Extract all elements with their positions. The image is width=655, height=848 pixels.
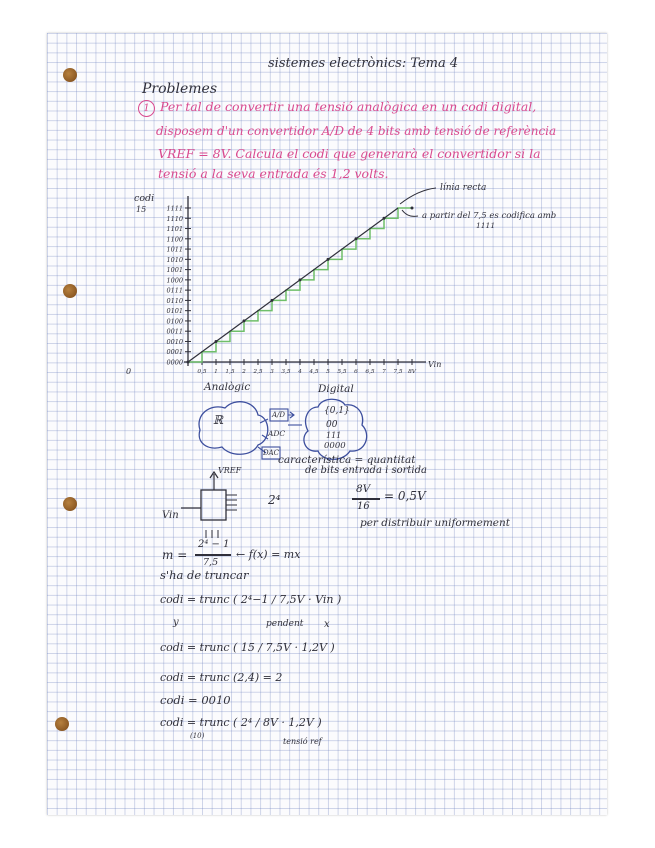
x-tick-label: 2,5 (253, 369, 263, 375)
digital-item: 00 (326, 420, 338, 430)
binder-hole (63, 497, 77, 511)
x-tick-label: 6 (354, 369, 358, 375)
y-mark: y (173, 617, 179, 628)
ad-label: A/D (272, 411, 286, 419)
binder-hole (63, 284, 77, 298)
digital-item: 111 (326, 431, 342, 440)
x-tick-label: 4 (298, 369, 302, 375)
x-tick-label: 7,5 (393, 369, 403, 375)
binder-hole (63, 68, 77, 82)
problem-line: tensió a la seva entrada és 1,2 volts. (158, 166, 389, 181)
fraction-result: = 0,5V (384, 489, 426, 503)
adc-label: ADC (268, 429, 286, 438)
x-tick-label: 3,5 (281, 369, 291, 375)
equation-codi: codi = trunc ( 2⁴ / 8V · 1,2V ) (160, 716, 322, 729)
equation-codi: codi = trunc ( 2⁴−1 / 7,5V · Vin ) (160, 593, 342, 606)
y-tick-label: 1101 (166, 225, 183, 234)
y-tick-label: 1001 (166, 266, 183, 275)
digital-item: 0000 (324, 441, 346, 451)
vref-arrow (210, 472, 218, 490)
x-tick-label: 5,5 (337, 369, 347, 375)
annotation-code: 1111 (476, 221, 496, 230)
fraction-numerator: 8V (356, 483, 371, 495)
label-analog: Analògic (204, 381, 251, 393)
annotation-line-pointer (400, 188, 436, 204)
y-tick-label: 0010 (166, 337, 183, 346)
diagram-caption: de bits entrada i sortida (305, 465, 427, 476)
label-digital: Digital (318, 383, 354, 395)
adc-block (201, 490, 226, 520)
y-tick-label: 0111 (166, 286, 183, 295)
equation-codi: codi = 0010 (160, 693, 231, 707)
y-tick-label: 1110 (166, 214, 183, 223)
equation-codi: codi = trunc ( 15 / 7,5V · 1,2V ) (160, 641, 335, 654)
section-heading: Problemes (142, 81, 218, 97)
dac-label: DAC (263, 449, 280, 457)
x-axis-label: Vin (428, 360, 442, 369)
x-mark: x (324, 619, 330, 630)
y-tick-label: 0100 (166, 317, 183, 326)
equation-codi: codi = trunc (2,4) = 2 (160, 671, 283, 684)
analog-symbol: ℝ (213, 413, 223, 427)
step-point (411, 207, 414, 210)
problem-number-text: 1 (143, 103, 150, 114)
m-denominator: 7,5 (203, 557, 219, 568)
bits-label: 2⁴ (268, 493, 281, 507)
fraction-bar (352, 498, 380, 500)
annotation-line: línia recta (440, 183, 487, 193)
y-tick-label: 0000 (166, 358, 183, 367)
bottom-ticks (206, 530, 218, 538)
step-series (188, 208, 412, 362)
x-tick-label: 5 (326, 369, 330, 375)
x-tick-label: 0,5 (197, 369, 207, 375)
output-lines (226, 495, 237, 510)
pendent-note: pendent (266, 619, 304, 629)
binder-hole (55, 717, 69, 731)
y-tick-label: 0001 (166, 348, 183, 357)
y-tick-label: 1000 (166, 276, 183, 285)
origin-label: 0 (126, 367, 132, 376)
equation-subscript: (10) (190, 732, 205, 740)
problem-line: disposem d'un convertidor A/D de 4 bits amb tensió de referència (156, 124, 557, 138)
y-axis-max-label: 15 (136, 205, 147, 214)
x-tick-label: 7 (382, 369, 386, 375)
y-tick-label: 1100 (166, 235, 183, 244)
digital-item: {0,1} (324, 406, 350, 416)
x-tick-label: 3 (270, 369, 274, 375)
problem-line: VREF = 8V. Calcula el codi que generarà el convertidor si la (158, 146, 541, 161)
fraction-denominator: 16 (357, 501, 370, 512)
adc-block-symbol (175, 468, 255, 543)
vin-label: Vin (162, 510, 179, 521)
tensio-ref-note: tensió ref (283, 737, 322, 746)
annotation-from-pointer (402, 210, 418, 216)
m-numerator: 2⁴ − 1 (198, 539, 230, 550)
x-tick-label: 4,5 (309, 369, 319, 375)
y-tick-label: 0101 (166, 307, 183, 316)
annotation-from: a partir del 7,5 es codifica amb (422, 211, 557, 221)
adc-transfer-chart (120, 183, 557, 390)
x-tick-label: 1,5 (225, 369, 235, 375)
y-tick-label: 1111 (166, 204, 183, 213)
x-tick-label: 6,5 (365, 369, 375, 375)
y-axis-label: codi (134, 193, 155, 204)
truncate-note: s'ha de truncar (160, 568, 249, 582)
m-label: m = (162, 548, 188, 562)
y-tick-label: 0011 (166, 327, 183, 336)
x-tick-label: 8V (408, 369, 416, 375)
x-tick-label: 1 (214, 369, 218, 375)
m-arrow-note: ← f(x) = mx (236, 548, 301, 561)
y-tick-label: 1010 (166, 255, 183, 264)
y-tick-label: 1011 (166, 245, 183, 254)
vref-label: VREF (218, 466, 242, 475)
ideal-line (188, 208, 398, 362)
x-tick-label: 2 (242, 369, 246, 375)
problem-line: Per tal de convertir una tensió analògica en un codi digital, (160, 99, 537, 114)
y-tick-label: 0110 (166, 296, 183, 305)
page-title: sistemes electrònics: Tema 4 (268, 56, 459, 71)
ad-arrow (288, 412, 294, 418)
distribution-note: per distribuir uniformement (360, 517, 510, 529)
diagram-caption: característica = quantitat (278, 454, 416, 466)
analog-cloud (199, 402, 268, 455)
m-fraction-bar (195, 554, 231, 556)
problem-number (138, 100, 155, 117)
